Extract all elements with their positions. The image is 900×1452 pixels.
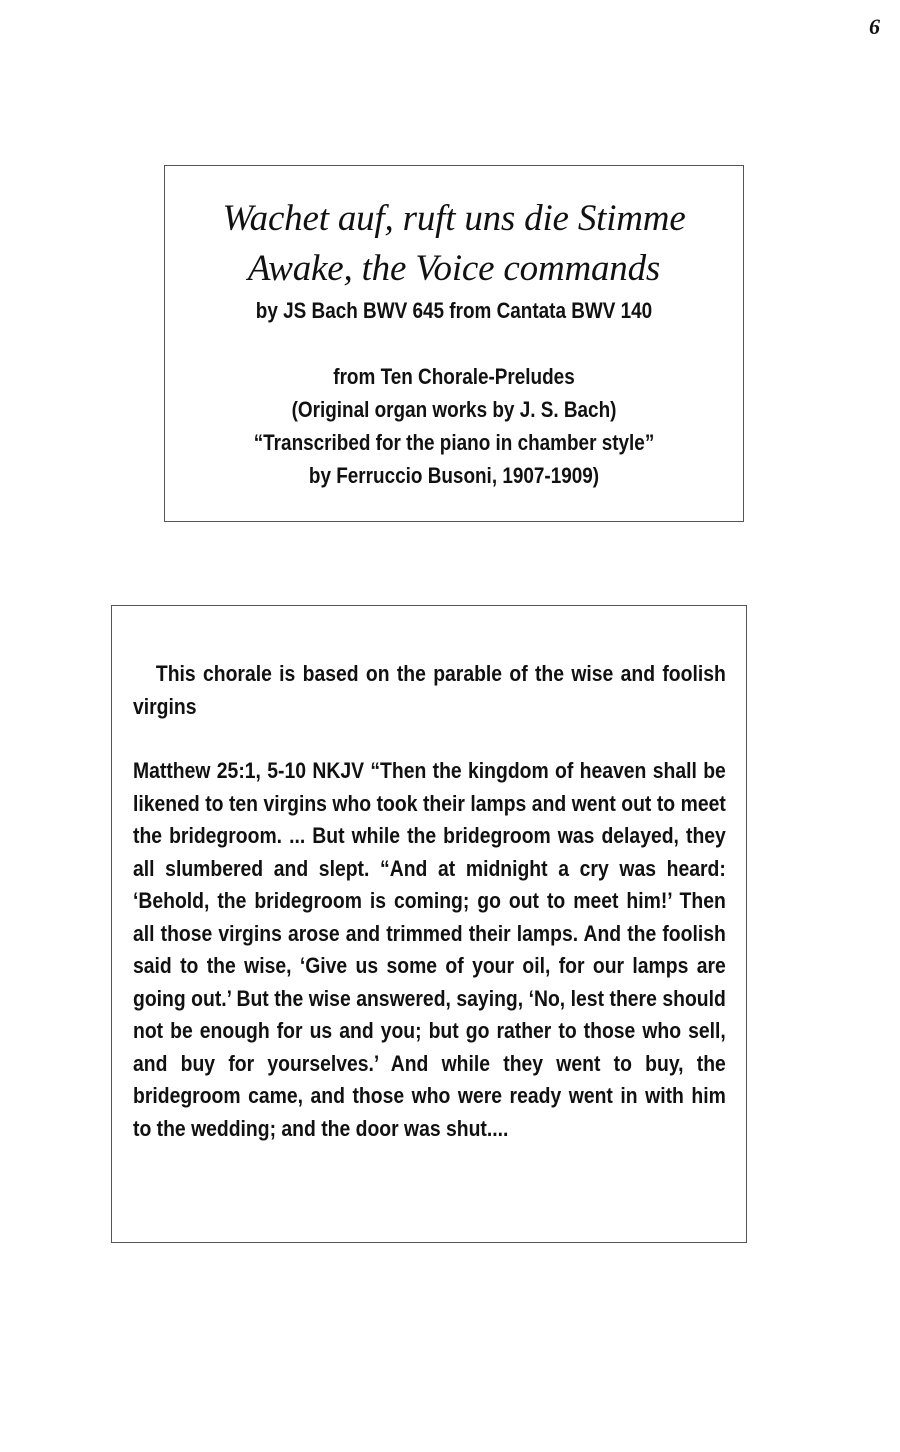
title-english: Awake, the Voice commands [247,248,661,289]
source-line: from Ten Chorale-Preludes [333,364,575,389]
intro-paragraph: This chorale is based on the parable of the wise and foolish virgins [133,661,726,719]
source-line: “Transcribed for the piano in chamber style” [253,430,655,455]
title-german: Wachet auf, ruft uns die Stimme [222,198,686,239]
scripture-box [111,605,747,1243]
page-number: 6 [869,14,880,39]
source-block [165,360,743,492]
title-box [164,165,744,522]
scripture-paragraph: Matthew 25:1, 5-10 NKJV “Then the kingdom of heaven shall be likened to ten virgins who took their lamps and went out to meet the bridegroom. ... But while the bridegroom was delayed, they all slumbered and slept. “And at midnight a cry was heard: ‘Behold, the bridegroom is coming; go out to meet him!’ Then all those virgins arose and trimmed their lamps. And the foolish said to the wise, ‘Give us some of your oil, for our lamps are going out.’ But the wise answered, saying, ‘No, lest there should not be enough for us and you; but go rather to those who sell, and buy for yourselves.’ And while they went to buy, the bridegroom came, and those who were ready went in with him to the wedding; and the door was shut.... [133,758,726,1141]
byline: by JS Bach BWV 645 from Cantata BWV 140 [255,298,653,323]
source-line: by Ferruccio Busoni, 1907-1909) [308,463,600,488]
source-line: (Original organ works by J. S. Bach) [291,397,617,422]
